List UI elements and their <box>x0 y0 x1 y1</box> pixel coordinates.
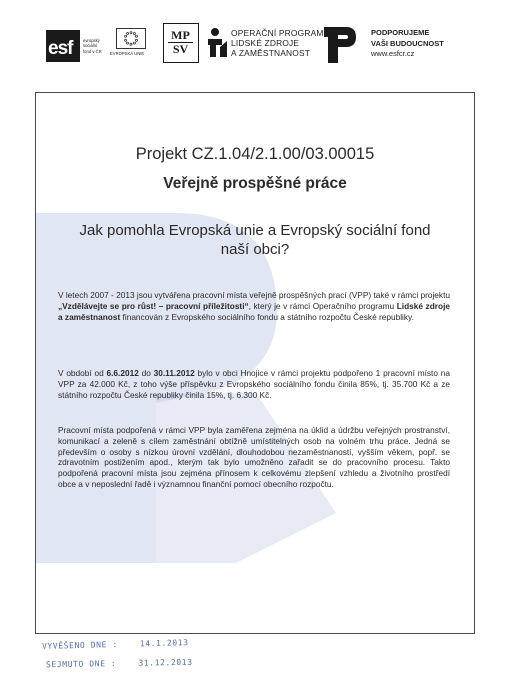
support-url: www.esfcr.cz <box>371 49 415 59</box>
op-text-line: A ZAMĚSTNANOST <box>231 48 311 59</box>
mpsv-line2: SV <box>172 42 189 56</box>
posted-date-note <box>42 638 189 651</box>
eu-logo-text: EVROPSKÁ UNIE <box>110 51 145 56</box>
intro-paragraph <box>58 290 450 322</box>
support-logo-text <box>371 28 444 60</box>
document-title: Veřejně prospěšné práce <box>163 175 347 192</box>
notice-frame <box>35 92 475 634</box>
esf-mark: esf <box>48 38 73 59</box>
p2-text: bylo v obci Hnojice v rámci projektu podpořeno 1 pracovní místo na VPP za 42.000 Kč, z toho výše příspěvku z Evropského sociálního fondu činila 85%, tj. 35.700 Kč a ze státního rozpočtu České republiky činila 15%, tj. 6.300 Kč. <box>58 368 450 400</box>
logo-bar <box>0 20 507 72</box>
p2-text: V období od <box>58 368 107 378</box>
esf-text-line: evropský <box>83 38 100 43</box>
p1-text: financován z Evropského sociálního fondu a státního rozpočtu České republiky. <box>120 311 414 322</box>
eu-flag-icon <box>116 28 146 49</box>
op-text-line: LIDSKÉ ZDROJE <box>231 38 300 49</box>
support-text-line: PODPORUJEME <box>371 28 430 37</box>
funding-paragraph <box>58 368 450 400</box>
p1-text: , který je v rámci Operačního programu <box>248 300 397 311</box>
question-line: naší obci? <box>220 241 290 258</box>
mpsv-logo-icon <box>163 23 199 63</box>
posted-date: 14.1.2013 <box>139 638 189 649</box>
question-line: Jak pomohla Evropská unie a Evropský sociální fond <box>79 222 431 239</box>
esf-logo <box>46 26 104 66</box>
program-name: Lidské zdroje a zaměstnanost <box>58 300 450 322</box>
support-text-line: VAŠI BUDOUCNOST <box>371 38 444 48</box>
removed-label: SEJMUTO DNE : <box>45 659 117 670</box>
esf-logo-text <box>83 38 107 54</box>
removed-date-note <box>46 658 193 670</box>
project-number: Projekt CZ.1.04/2.1.00/03.00015 <box>135 145 375 163</box>
eu-logo <box>110 28 158 60</box>
p1-text: V letech 2007 - 2013 jsou vytvářena pracovní místa veřejně prospěšných prací (VPP) také v rámci projektu <box>58 290 450 300</box>
purpose-paragraph: Pracovní místa podpořená v rámci VPP byla zaměřena zejména na úklid a údržbu veřejných prostranství, komunikací a zeleně s cílem zaměstnání obtížně umístitelných osob na volném trhu práce. Jedná se především o osoby s nízkou úrovní vzdělání, dlouhodobou nezaměstnaností, vyšším věkem, popř. se zdravotním postižením apod., kterým tak bylo umožněno zařadit se do pracovního procesu. Takto podpořená pracovní místa jsou zejména přínosem k celkovému zlepšení vzhledu a životního prostředí obce a v neposlední řadě i významnou finanční pomocí obecního rozpočtu. <box>58 425 450 489</box>
question-heading <box>52 221 458 259</box>
op-text-line: OPERAČNÍ PROGRAM <box>231 28 324 38</box>
date-to: 30.11.2012 <box>153 368 195 378</box>
removed-date: 31.12.2013 <box>138 657 193 668</box>
op-lzz-figure-icon <box>206 27 228 59</box>
mpsv-line1: MP <box>171 28 190 42</box>
p2-text: do <box>138 368 154 378</box>
posted-label: VYVĚŠENO DNE : <box>41 639 118 651</box>
date-from: 6.6.2012 <box>106 368 139 378</box>
op-logo-text <box>231 28 324 59</box>
esf-text-line: sociální <box>83 43 98 49</box>
esf-text-line: fond v ČR <box>83 48 102 54</box>
arrow-logo-icon <box>322 25 358 65</box>
project-name: „Vzdělávejte se pro růst! – pracovní příležitosti“ <box>58 300 249 311</box>
